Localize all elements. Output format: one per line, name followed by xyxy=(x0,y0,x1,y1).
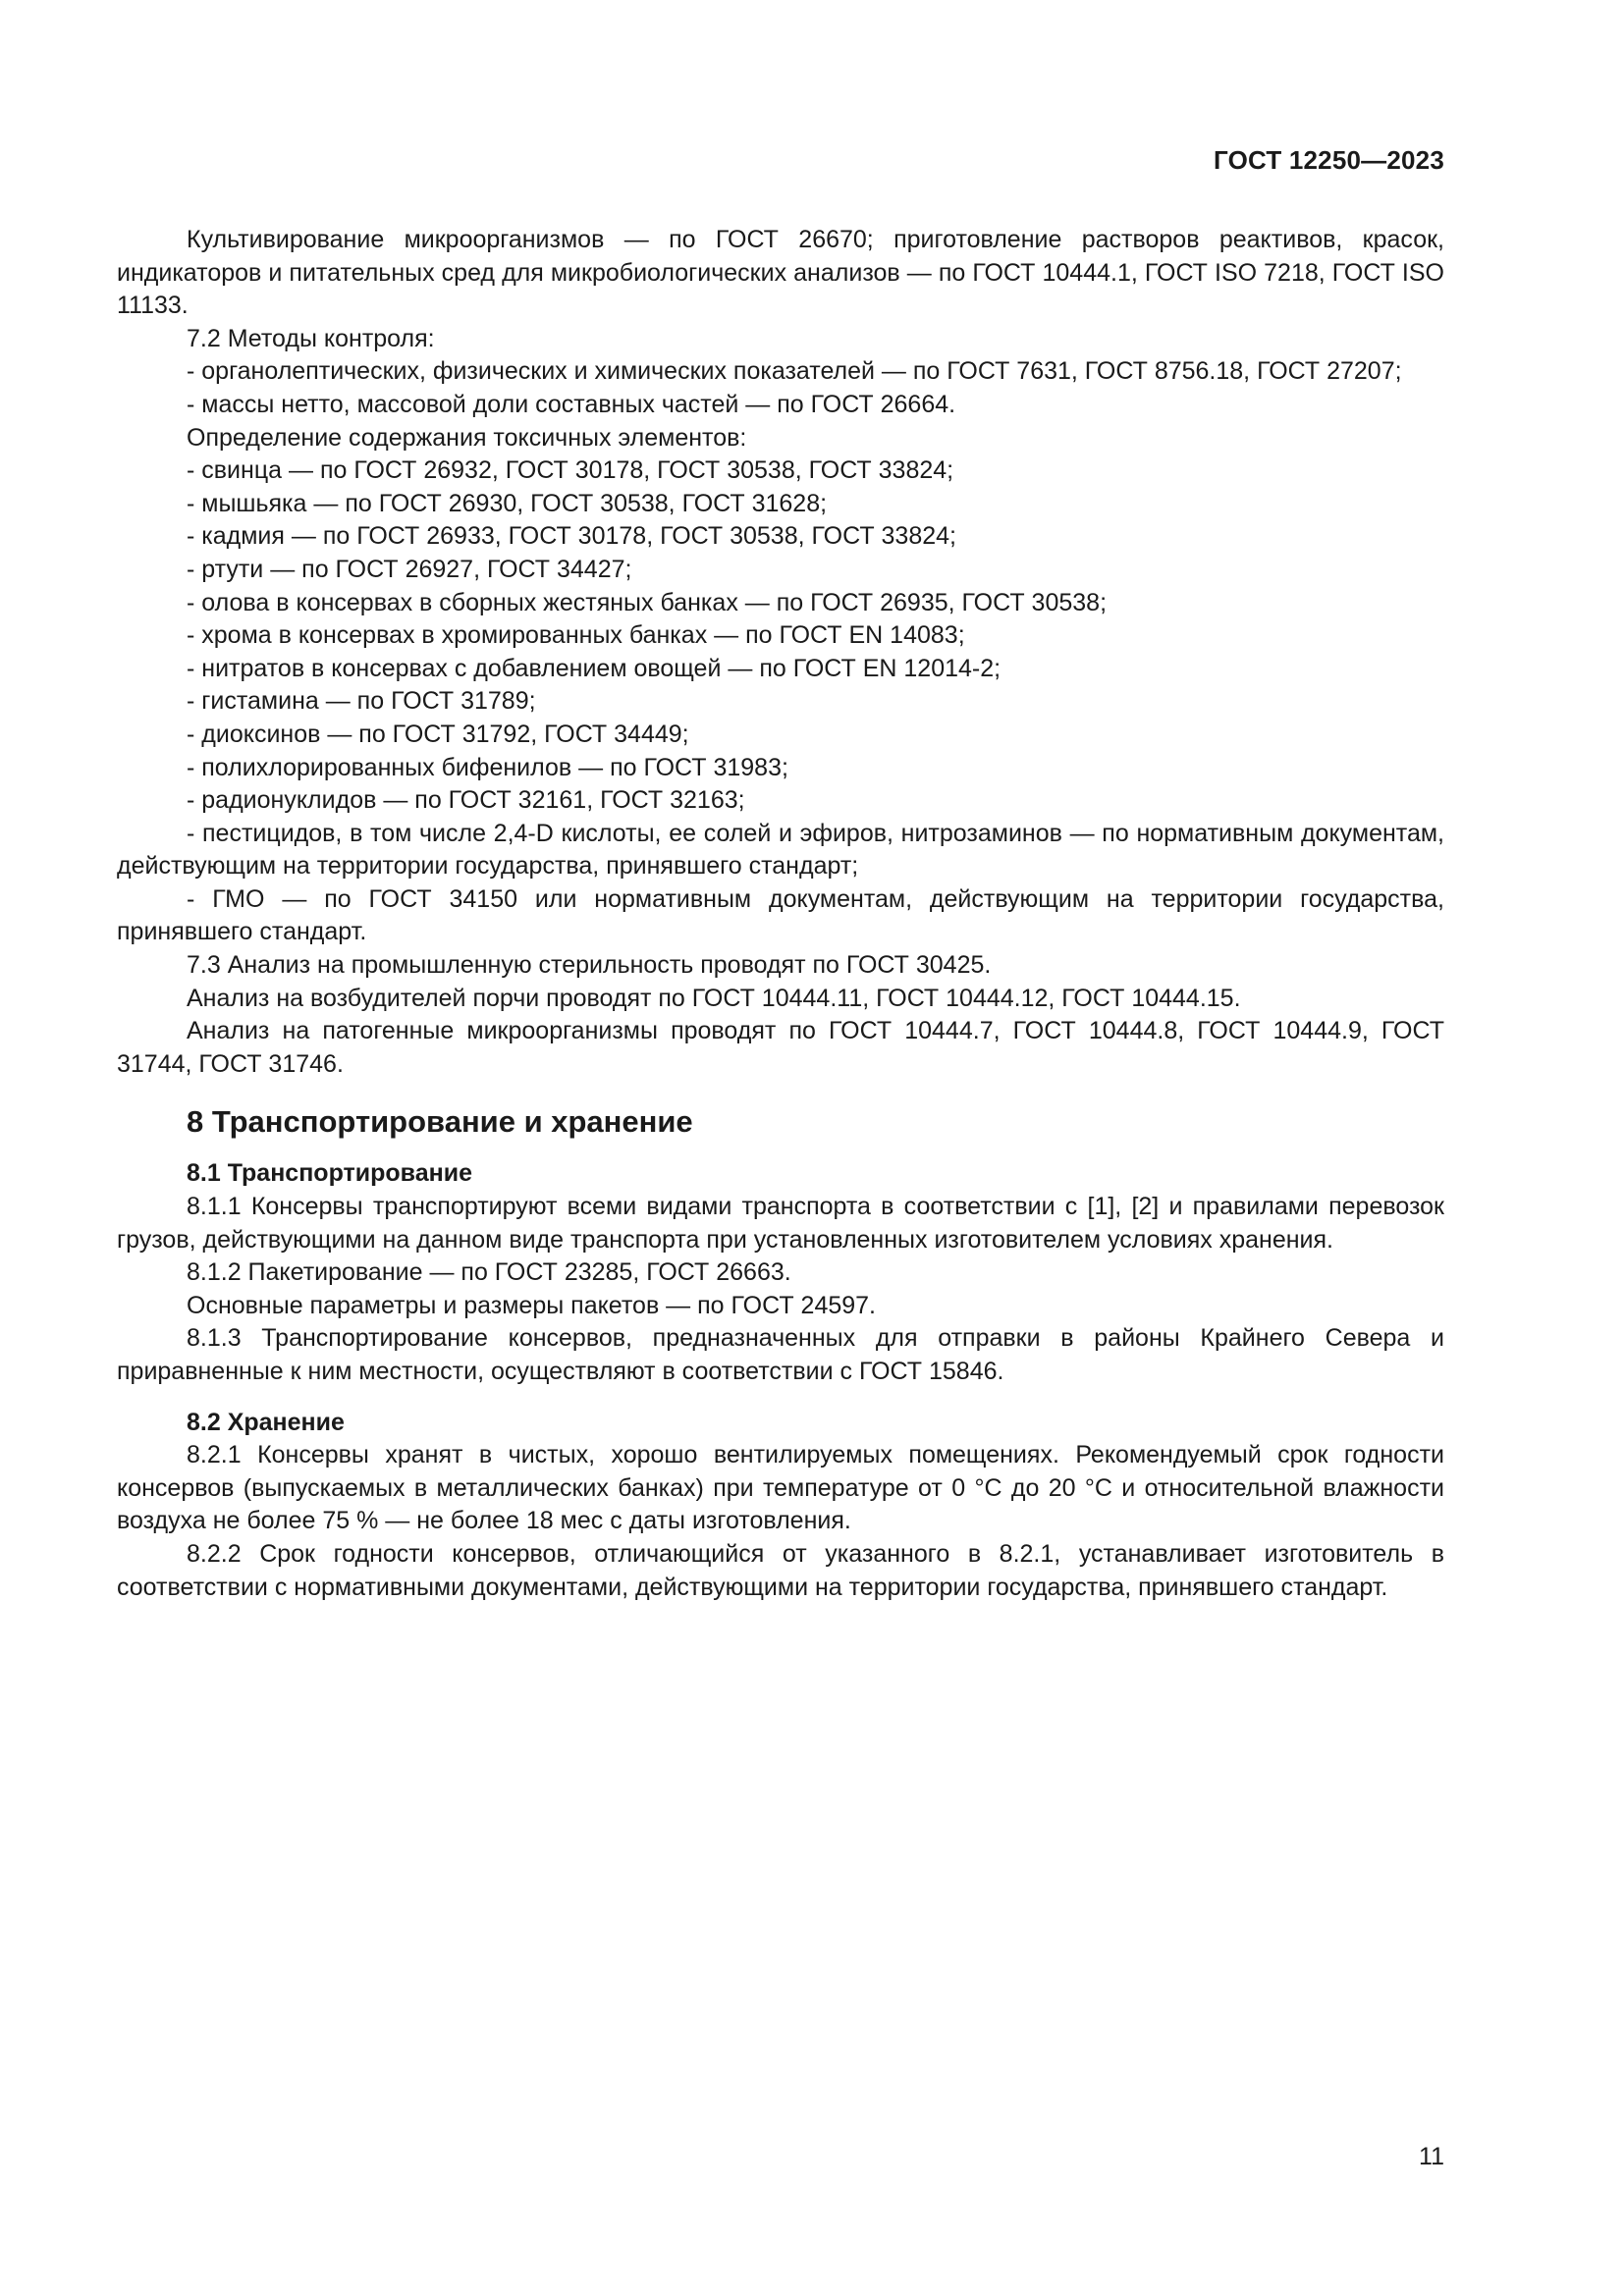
list-item: - мышьяка — по ГОСТ 26930, ГОСТ 30538, ГОСТ 31628; xyxy=(187,489,828,517)
paragraph: Анализ на возбудителей порчи проводят по ГОСТ 10444.11, ГОСТ 10444.12, ГОСТ 10444.15. xyxy=(187,984,1241,1012)
paragraph: 8.1.2 Пакетирование — по ГОСТ 23285, ГОСТ 26663. xyxy=(187,1258,791,1287)
section-heading: 8 Транспортирование и хранение xyxy=(187,1104,693,1140)
list-item: - диоксинов — по ГОСТ 31792, ГОСТ 34449; xyxy=(187,720,689,748)
list-item: - нитратов в консервах с добавлением овощей — по ГОСТ EN 12014-2; xyxy=(187,654,1001,682)
paragraph: Основные параметры и размеры пакетов — по ГОСТ 24597. xyxy=(187,1291,877,1319)
list-item: - полихлорированных бифенилов — по ГОСТ 31983; xyxy=(187,753,788,781)
page-number: 11 xyxy=(1419,2143,1444,2170)
paragraph: 8.2.2 Срок годности консервов, отличающийся от указанного в 8.2.1, устанавливает изготовитель в соответствии с нормативными документами, действующими на территории государства, принявшего стандарт. xyxy=(117,1539,1444,1601)
list-item: - кадмия — по ГОСТ 26933, ГОСТ 30178, ГОСТ 30538, ГОСТ 33824; xyxy=(187,522,956,551)
subsection-heading: 8.2 Хранение xyxy=(187,1408,345,1436)
list-item: - гистамина — по ГОСТ 31789; xyxy=(187,687,536,716)
list-item: - ртути — по ГОСТ 26927, ГОСТ 34427; xyxy=(187,555,632,583)
paragraph: Анализ на патогенные микроорганизмы проводят по ГОСТ 10444.7, ГОСТ 10444.8, ГОСТ 10444.9, ГОСТ 31744, ГОСТ 31746. xyxy=(117,1017,1444,1078)
list-item: - хрома в консервах в хромированных банках — по ГОСТ EN 14083; xyxy=(187,621,965,650)
list-item: - свинца — по ГОСТ 26932, ГОСТ 30178, ГОСТ 30538, ГОСТ 33824; xyxy=(187,456,954,485)
paragraph: 8.1.1 Консервы транспортируют всеми видами транспорта в соответствии с [1], [2] и правилами перевозок грузов, действующими на данном виде транспорта при установленных изготовителем условиях хранения. xyxy=(117,1193,1444,1254)
paragraph: 7.3 Анализ на промышленную стерильность проводят по ГОСТ 30425. xyxy=(187,951,992,980)
paragraph: Определение содержания токсичных элементов: xyxy=(187,423,747,452)
list-item: - органолептических, физических и химических показателей — по ГОСТ 7631, ГОСТ 8756.18, ГОСТ 27207; xyxy=(187,357,1402,386)
list-item: - пестицидов, в том числе 2,4-D кислоты, ее солей и эфиров, нитрозаминов — по нормативным документам, действующим на территории государства, принявшего стандарт; xyxy=(117,819,1444,881)
paragraph: 8.2.1 Консервы хранят в чистых, хорошо вентилируемых помещениях. Рекомендуемый срок годности консервов (выпускаемых в металлических банках) при температуре от 0 °С до 20 °С и относительной влажности воздуха не более 75 % — не более 18 мес с даты изготовления. xyxy=(117,1441,1444,1535)
document-body xyxy=(117,224,1444,1604)
document-code: ГОСТ 12250—2023 xyxy=(1214,145,1444,175)
list-item: - олова в консервах в сборных жестяных банках — по ГОСТ 26935, ГОСТ 30538; xyxy=(187,588,1108,616)
list-item: - радионуклидов — по ГОСТ 32161, ГОСТ 32163; xyxy=(187,786,745,815)
paragraph: Культивирование микроорганизмов — по ГОСТ 26670; приготовление растворов реактивов, красок, индикаторов и питательных сред для микробиологических анализов — по ГОСТ 10444.1, ГОСТ ISO 7218, ГОСТ ISO 11133. xyxy=(117,226,1444,320)
list-item: - массы нетто, массовой доли составных частей — по ГОСТ 26664. xyxy=(187,390,956,418)
list-item: - ГМО — по ГОСТ 34150 или нормативным документам, действующим на территории государства, принявшего стандарт. xyxy=(117,884,1444,946)
subsection-heading: 8.1 Транспортирование xyxy=(187,1159,472,1188)
paragraph: 7.2 Методы контроля: xyxy=(187,324,435,352)
paragraph: 8.1.3 Транспортирование консервов, предназначенных для отправки в районы Крайнего Севера и приравненные к ним местности, осуществляют в соответствии с ГОСТ 15846. xyxy=(117,1324,1444,1385)
